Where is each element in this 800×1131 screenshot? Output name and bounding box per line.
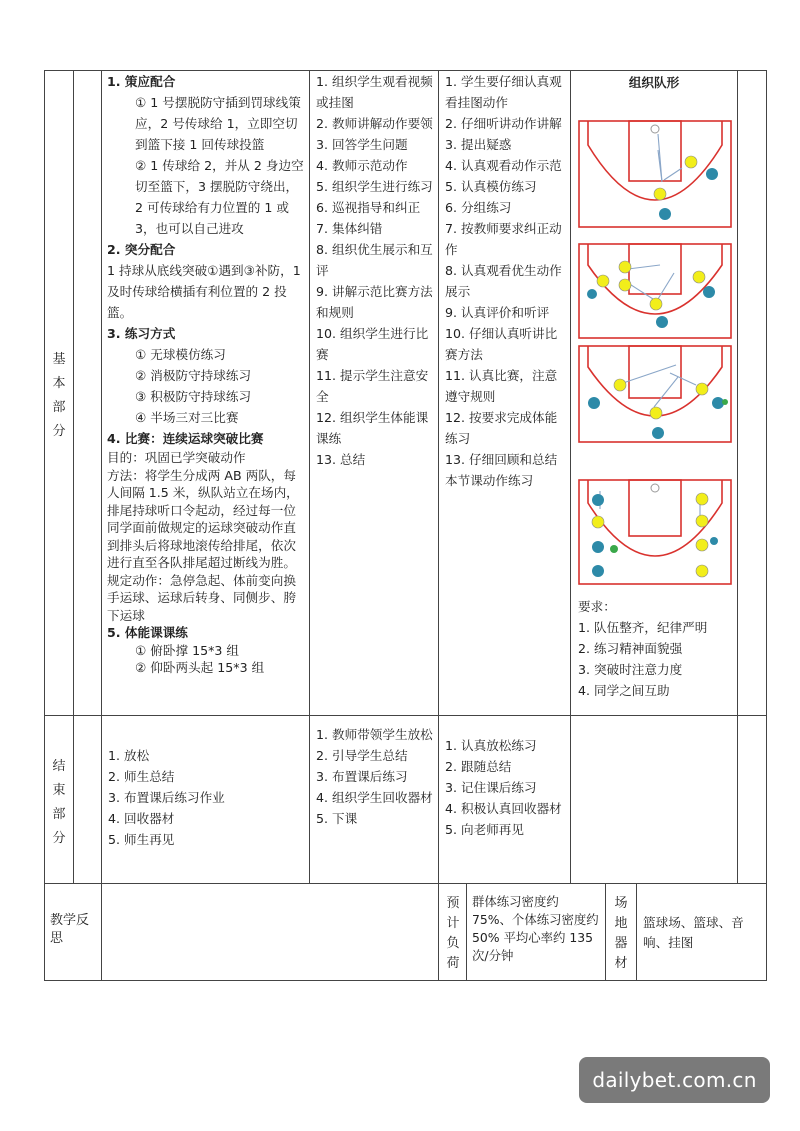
- requirement-item: 2. 练习精神面貌强: [578, 641, 683, 656]
- venue-text: 篮球场、篮球、音响、挂图: [643, 915, 744, 950]
- ending-content-item: 3. 布置课后练习作业: [108, 790, 225, 805]
- topic-title-5: 5. 体能课课练: [107, 625, 188, 640]
- topic-title-1: 1. 策应配合: [107, 74, 176, 89]
- teacher-step: 8. 组织优生展示和互评: [316, 242, 433, 278]
- student-step: 5. 认真模仿练习: [445, 179, 537, 194]
- court-diagram-1: [578, 120, 732, 228]
- teacher-step: 1. 组织学生观看视频或挂图: [316, 74, 433, 110]
- practice-method-2: ② 消极防守持球练习: [135, 368, 252, 383]
- col-divider-d: [438, 70, 439, 981]
- col-divider-b: [101, 70, 102, 981]
- teacher-step: 3. 回答学生问题: [316, 137, 408, 152]
- ending-student-item: 4. 积极认真回收器材: [445, 801, 562, 816]
- ending-content-item: 2. 师生总结: [108, 769, 175, 784]
- ending-student-item: 2. 跟随总结: [445, 759, 512, 774]
- watermark-badge: dailybet.com.cn: [579, 1057, 770, 1103]
- game-purpose: 目的：巩固已学突破动作: [107, 450, 246, 465]
- ending-content-item: 5. 师生再见: [108, 832, 175, 847]
- section-label-ending: 结束部分: [52, 759, 66, 846]
- ending-teacher-item: 4. 组织学生回收器材: [316, 790, 433, 805]
- requirement-item: 4. 同学之间互助: [578, 683, 670, 698]
- student-step: 12. 按要求完成体能练习: [445, 410, 558, 446]
- requirement-item: 1. 队伍整齐，纪律严明: [578, 620, 708, 635]
- fitness-item-1: ① 俯卧撑 15*3 组: [135, 642, 240, 658]
- student-step: 10. 仔细认真听讲比赛方法: [445, 326, 558, 362]
- topic-title-4: 4. 比赛：连续运球突破比赛: [107, 431, 264, 446]
- topic-1-step-b: ② 1 传球给 2，并从 2 身边空切至篮下，3 摆脱防守绕出，2 可传球给有力位置的 1 或 3，也可以自己进攻: [135, 158, 304, 236]
- teacher-step: 9. 讲解示范比赛方法和规则: [316, 284, 433, 320]
- row-divider-1: [44, 715, 767, 716]
- footer-divider-1: [466, 883, 467, 981]
- ending-student-cell: [445, 735, 566, 840]
- requirement-item: 3. 突破时注意力度: [578, 662, 683, 677]
- student-step: 6. 分组练习: [445, 200, 512, 215]
- col-divider-e: [570, 70, 571, 883]
- practice-method-4: ④ 半场三对三比赛: [135, 410, 239, 425]
- teacher-step: 11. 提示学生注意安全: [316, 368, 429, 404]
- topic-1-step-a: ① 1 号摆脱防守插到罚球线策应，2 号传球给 1，立即空切到篮下接 1 回传球投篮: [135, 95, 301, 152]
- ending-teacher-item: 3. 布置课后练习: [316, 769, 408, 784]
- load-label: 预计负荷: [446, 896, 460, 971]
- ending-teacher-item: 5. 下课: [316, 811, 358, 826]
- court-diagram-3: [578, 345, 732, 443]
- row-divider-2: [44, 883, 767, 884]
- section-label-reflection: 教学反思: [50, 913, 90, 946]
- table-border-left: [44, 70, 45, 981]
- teacher-step: 13. 总结: [316, 452, 366, 467]
- topic-title-3: 3. 练习方式: [107, 326, 176, 341]
- teacher-step: 10. 组织学生进行比赛: [316, 326, 429, 362]
- student-step: 9. 认真评价和听评: [445, 305, 550, 320]
- ending-content-item: 4. 回收器材: [108, 811, 175, 826]
- ending-student-item: 3. 记住课后练习: [445, 780, 537, 795]
- teacher-step: 6. 巡视指导和纠正: [316, 200, 421, 215]
- topic-title-2: 2. 突分配合: [107, 242, 176, 257]
- basic-student-cell: [445, 71, 566, 491]
- formation-requirements: [578, 596, 736, 701]
- court-diagram-2: [578, 243, 732, 339]
- ending-teacher-item: 1. 教师带领学生放松: [316, 727, 433, 742]
- fitness-item-2: ② 仰卧两头起 15*3 组: [135, 660, 265, 675]
- student-step: 1. 学生要仔细认真观看挂图动作: [445, 74, 562, 110]
- col-divider-f: [737, 70, 738, 883]
- ending-teacher-item: 2. 引导学生总结: [316, 748, 408, 763]
- table-border-bottom: [44, 980, 767, 981]
- formation-title: 组织队形: [628, 75, 680, 90]
- teacher-step: 4. 教师示范动作: [316, 158, 408, 173]
- teacher-step: 12. 组织学生体能课课练: [316, 410, 429, 446]
- ending-content-cell: [108, 745, 306, 850]
- col-divider-a: [73, 70, 74, 883]
- practice-method-1: ① 无球模仿练习: [135, 347, 226, 362]
- game-method: 方法：将学生分成两 AB 两队，每人间隔 1.5 米，纵队站立在场内，排尾持球听口令起动，经过每一位同学面前做规定的运球突破动作直到排头后将球地滚传给排尾，依次进行直至各队排尾超过断线为胜。: [107, 467, 299, 570]
- table-border-right: [766, 70, 767, 981]
- ending-content-item: 1. 放松: [108, 748, 150, 763]
- student-step: 2. 仔细听讲动作讲解: [445, 116, 562, 131]
- basic-content-cell: [107, 71, 305, 677]
- student-step: 4. 认真观看动作示范: [445, 158, 562, 173]
- basic-teacher-cell: [316, 71, 434, 470]
- section-label-basic: 基本部分: [52, 352, 66, 439]
- ending-teacher-cell: [316, 724, 434, 829]
- practice-method-3: ③ 积极防守持球练习: [135, 389, 252, 404]
- col-divider-c: [309, 70, 310, 883]
- topic-2-text: 1 持球从底线突破①遇到③补防，1 及时传球给横插有利位置的 2 投篮。: [107, 263, 301, 320]
- student-step: 3. 提出疑惑: [445, 137, 512, 152]
- student-step: 11. 认真比赛，注意遵守规则: [445, 368, 558, 404]
- teacher-step: 7. 集体纠错: [316, 221, 383, 236]
- requirements-title: 要求：: [578, 599, 616, 614]
- ending-student-item: 1. 认真放松练习: [445, 738, 537, 753]
- teacher-step: 2. 教师讲解动作要领: [316, 116, 433, 131]
- footer-divider-3: [636, 883, 637, 981]
- court-diagram-4: [578, 479, 732, 585]
- ending-student-item: 5. 向老师再见: [445, 822, 524, 837]
- student-step: 8. 认真观看优生动作展示: [445, 263, 562, 299]
- load-text: 群体练习密度约 75%、个体练习密度约 50% 平均心率约 135 次/分钟: [472, 894, 599, 963]
- footer-divider-2: [605, 883, 606, 981]
- game-actions: 规定动作：急停急起、体前变向换手运球、运球后转身、同侧步、胯下运球: [107, 572, 296, 623]
- venue-label: 场地器材: [614, 896, 628, 971]
- student-step: 13. 仔细回顾和总结本节课动作练习: [445, 452, 558, 488]
- teacher-step: 5. 组织学生进行练习: [316, 179, 433, 194]
- student-step: 7. 按教师要求纠正动作: [445, 221, 562, 257]
